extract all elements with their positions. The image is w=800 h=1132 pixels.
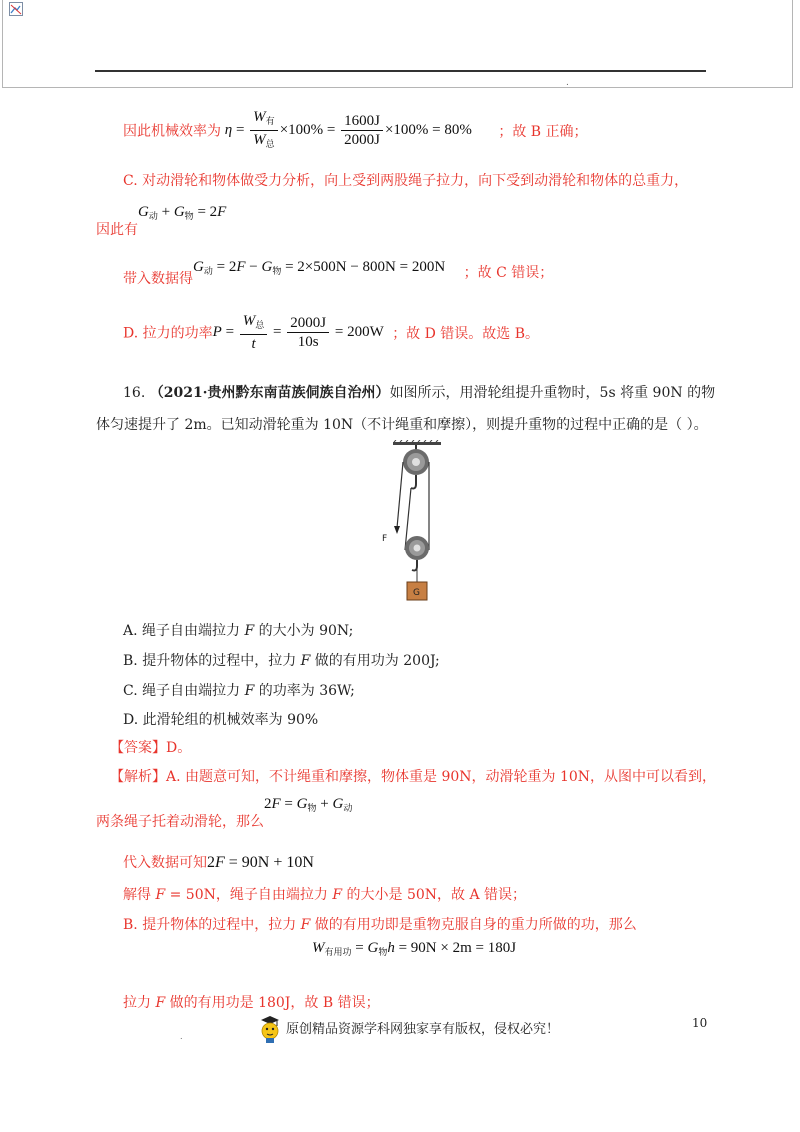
- height-h: h: [387, 940, 395, 956]
- d-power-line: [123, 312, 539, 353]
- question-number: 16.: [123, 385, 150, 401]
- line4-f: F: [155, 887, 166, 903]
- power-numerator: 2000J: [287, 314, 329, 333]
- analysis-line2: [96, 796, 353, 831]
- analysis-line4: [123, 884, 526, 904]
- g-object-sub: 物: [378, 947, 388, 957]
- useful-work-equation: [312, 940, 516, 958]
- plus-sign: +: [316, 796, 333, 812]
- power-value-fraction: [287, 314, 329, 351]
- g-dynamic-sub: 动: [343, 803, 353, 813]
- line7-pre: 拉力: [123, 995, 156, 1011]
- option-a: [123, 620, 353, 640]
- g-dynamic: G: [138, 204, 149, 220]
- efficiency-result: ×100% = 80%: [384, 121, 472, 138]
- line4-pre: 解得: [123, 887, 156, 903]
- w-useful: W: [312, 940, 325, 956]
- question-source: （2021·贵州黔东南苗族侗族自治州）: [149, 385, 390, 401]
- equals-sign: =: [280, 796, 297, 812]
- two: 2: [264, 796, 272, 812]
- g-dynamic: G: [193, 259, 204, 275]
- w-total-sub: 总: [265, 139, 275, 149]
- power-result: = 200W: [331, 323, 384, 340]
- minus-sign: −: [245, 259, 262, 275]
- analysis-line5: [123, 914, 637, 934]
- line4-mid: = 50N，绳子自由端拉力: [165, 887, 333, 903]
- c-therefore-prefix: 因此有: [96, 222, 138, 238]
- force-f: F: [215, 854, 225, 871]
- header-dot: .: [566, 78, 569, 88]
- g-dynamic: G: [332, 796, 344, 812]
- equals-sign: =: [221, 323, 238, 340]
- force-f: F: [271, 796, 281, 812]
- analysis-line1: 【解析】A. 由题意可知，不计绳重和摩擦，物体重是 90N，动滑轮重为 10N，从图中可以看到，: [110, 769, 717, 785]
- equals-two: = 2: [212, 259, 237, 275]
- footer-dot: .: [180, 1032, 183, 1041]
- c-therefore-line: [96, 204, 227, 239]
- line7-post: 做的有用功是 180J，故 B 错误；: [165, 995, 380, 1011]
- w-total-sub: 总: [255, 320, 265, 330]
- plus-sign: +: [157, 204, 174, 220]
- d-suffix: ；故 D 错误。故选 B。: [392, 325, 540, 342]
- analysis-line3-prefix: 代入数据可知: [123, 855, 207, 871]
- option-d: [123, 709, 318, 729]
- useful-work-result: = 90N × 2m = 180J: [394, 940, 517, 956]
- line5-f: F: [300, 917, 311, 933]
- g-object: G: [367, 940, 379, 956]
- option-a-pre: A. 绳子自由端拉力: [123, 623, 245, 639]
- ceiling-bar: [393, 442, 441, 445]
- d-prefix: D. 拉力的功率: [123, 325, 213, 342]
- c-sub-suffix: ；故 C 错误；: [463, 265, 554, 281]
- line7-f: F: [155, 995, 166, 1011]
- weight-label: G: [413, 588, 420, 598]
- answer-line: 【答案】D。: [110, 740, 192, 756]
- option-a-post: 的大小为 90N;: [254, 623, 354, 639]
- g-object-sub: 物: [184, 211, 194, 221]
- power-denominator: 10s: [297, 334, 319, 350]
- w-useful-sub: 有用功: [324, 947, 352, 957]
- force-label: F: [382, 534, 388, 544]
- line5-post: 做的有用功即是重物克服自身的重力所做的功，那么: [310, 917, 637, 933]
- power-p: P: [212, 323, 222, 340]
- copyright-notice: 原创精品资源学科网独家享有版权，侵权必究！: [286, 1022, 560, 1037]
- analysis-line7: [123, 992, 380, 1012]
- option-c-post: 的功率为 36W;: [254, 683, 355, 699]
- value-denominator: 2000J: [344, 132, 380, 148]
- pulley-diagram: [378, 440, 448, 610]
- analysis-line3-math: = 90N + 10N: [224, 854, 314, 871]
- g-object: G: [173, 204, 185, 220]
- c-sub-result: = 2×500N − 800N = 200N: [281, 259, 446, 275]
- value-fraction: [341, 112, 383, 149]
- page-header: [2, 0, 793, 88]
- value-numerator: 1600J: [341, 112, 383, 131]
- option-c-pre: C. 绳子自由端拉力: [123, 683, 245, 699]
- mascot-logo-icon: [258, 1014, 282, 1044]
- option-d-pre: D. 此滑轮组的机械效率为 90%: [123, 712, 319, 728]
- two: 2: [207, 854, 215, 871]
- c-substitution-line: [123, 259, 554, 288]
- analysis-line2-prefix: 两条绳子托着动滑轮，那么: [96, 814, 264, 830]
- header-rule: [95, 70, 706, 72]
- efficiency-suffix: ；故 B 正确；: [498, 123, 588, 140]
- equals-sign: =: [232, 121, 249, 138]
- question-text-1: 如图所示，用滑轮组提升重物时，5s 将重 90N 的物: [389, 385, 716, 401]
- page-number: 10: [692, 1016, 708, 1030]
- line5-pre: B. 提升物体的过程中，拉力: [123, 917, 301, 933]
- free-rope: [397, 462, 403, 528]
- equals-two: = 2: [193, 204, 218, 220]
- broken-image-icon: [9, 2, 23, 16]
- efficiency-prefix: 因此机械效率为: [123, 123, 221, 140]
- w-useful-sub: 有: [265, 116, 275, 126]
- force-f: F: [217, 204, 227, 220]
- line4-f2: F: [332, 887, 343, 903]
- g-object-sub: 物: [307, 803, 317, 813]
- analysis-line3: [123, 852, 314, 872]
- time-t: t: [251, 336, 256, 352]
- option-b: [123, 650, 440, 670]
- option-b-f: F: [300, 653, 311, 669]
- line4-post: 的大小是 50N，故 A 错误；: [342, 887, 527, 903]
- equals-sign: =: [351, 940, 368, 956]
- w-useful: W: [253, 109, 266, 125]
- eta-symbol: η: [224, 121, 233, 138]
- option-b-post: 做的有用功为 200J;: [310, 653, 440, 669]
- g-object: G: [261, 259, 273, 275]
- w-total: W: [253, 132, 266, 148]
- option-c-analysis: C. 对动滑轮和物体做受力分析，向上受到两股绳子拉力，向下受到动滑轮和物体的总重力，: [123, 173, 689, 189]
- force-f: F: [236, 259, 246, 275]
- efficiency-line: [123, 108, 588, 153]
- question-16-line1: [123, 382, 715, 402]
- times-100: ×100% =: [279, 121, 340, 138]
- question-16-line2: 体匀速提升了 2m。已知动滑轮重为 10N（不计绳重和摩擦），则提升重物的过程中正确的是（ ）。: [96, 417, 708, 433]
- option-c-f: F: [244, 683, 255, 699]
- g-dynamic-sub: 动: [203, 266, 213, 276]
- work-time-fraction: [240, 312, 268, 353]
- g-object-sub: 物: [272, 266, 282, 276]
- option-a-f: F: [244, 623, 255, 639]
- option-c: [123, 680, 355, 700]
- g-dynamic-sub: 动: [148, 211, 158, 221]
- equals-sign-2: =: [269, 323, 286, 340]
- work-fraction: [250, 108, 278, 153]
- w-total: W: [242, 313, 256, 329]
- option-b-pre: B. 提升物体的过程中，拉力: [123, 653, 301, 669]
- g-object: G: [296, 796, 308, 812]
- c-sub-prefix: 带入数据得: [123, 271, 193, 287]
